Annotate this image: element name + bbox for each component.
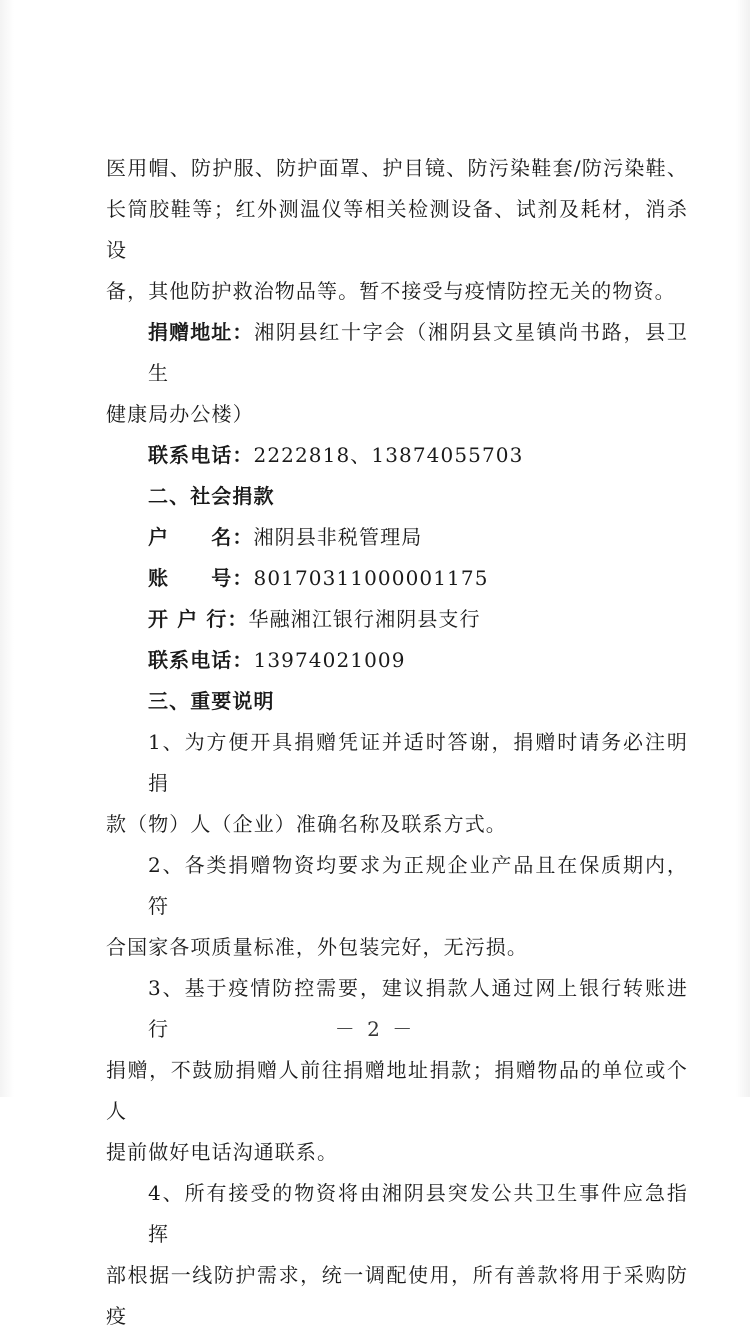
- account-name-row: [106, 517, 688, 558]
- contact-phone-2-label: 联系电话：: [148, 648, 254, 672]
- account-name-value: 湘阴县非税管理局: [253, 525, 423, 549]
- account-name-label: 户 名：: [148, 525, 254, 549]
- contact-phone-1-value: 2222818、13874055703: [253, 443, 524, 467]
- bank-row: [106, 599, 688, 640]
- donation-address: [106, 312, 688, 394]
- materials-line-1: 医用帽、防护服、防护面罩、护目镜、防污染鞋套/防污染鞋、: [106, 156, 688, 180]
- account-number-value: 80170311000001175: [253, 566, 489, 590]
- note-2-line-2: 合国家各项质量标准，外包装完好，无污损。: [106, 935, 528, 959]
- account-number-row: [106, 558, 688, 599]
- donation-address-label: 捐赠地址：: [148, 320, 254, 344]
- bank-value: 华融湘江银行湘阴县支行: [248, 607, 481, 631]
- contact-phone-2-value: 13974021009: [253, 648, 406, 672]
- contact-phone-1-label: 联系电话：: [148, 443, 254, 467]
- section-2-heading: 二、社会捐款: [148, 484, 275, 508]
- note-4-line-1: 4、所有接受的物资将由湘阴县突发公共卫生事件应急指挥: [148, 1181, 688, 1246]
- note-3-line-2: 捐赠，不鼓励捐赠人前往捐赠地址捐款；捐赠物品的单位或个人: [106, 1058, 688, 1123]
- contact-phone-2: [106, 640, 688, 681]
- note-2-line-1: 2、各类捐赠物资均要求为正规企业产品且在保质期内，符: [148, 853, 688, 918]
- contact-phone-1: [106, 435, 688, 476]
- donation-address-cont: 健康局办公楼）: [106, 402, 254, 426]
- note-1-line-2: 款（物）人（企业）准确名称及联系方式。: [106, 812, 507, 836]
- account-number-label: 账 号：: [148, 566, 254, 590]
- bank-label: 开 户 行：: [148, 607, 249, 631]
- section-3-heading: 三、重要说明: [148, 689, 275, 713]
- note-4-line-2: 部根据一线防护需求，统一调配使用，所有善款将用于采购防疫: [106, 1263, 688, 1328]
- donation-address-value: 湘阴县红十字会（湘阴县文星镇尚书路，县卫生: [148, 320, 688, 385]
- materials-line-2: 长筒胶鞋等；红外测温仪等相关检测设备、试剂及耗材，消杀设: [106, 197, 688, 262]
- materials-line-3: 备，其他防护救治物品等。暂不接受与疫情防控无关的物资。: [106, 279, 676, 303]
- note-1-line-1: 1、为方便开具捐赠凭证并适时答谢，捐赠时请务必注明捐: [148, 730, 688, 795]
- note-3-line-1: 3、基于疫情防控需要，建议捐款人通过网上银行转账进行: [148, 976, 688, 1041]
- page-number: － 2 －: [334, 1017, 416, 1041]
- note-3-line-3: 提前做好电话沟通联系。: [106, 1140, 339, 1164]
- document-body: [106, 148, 688, 1337]
